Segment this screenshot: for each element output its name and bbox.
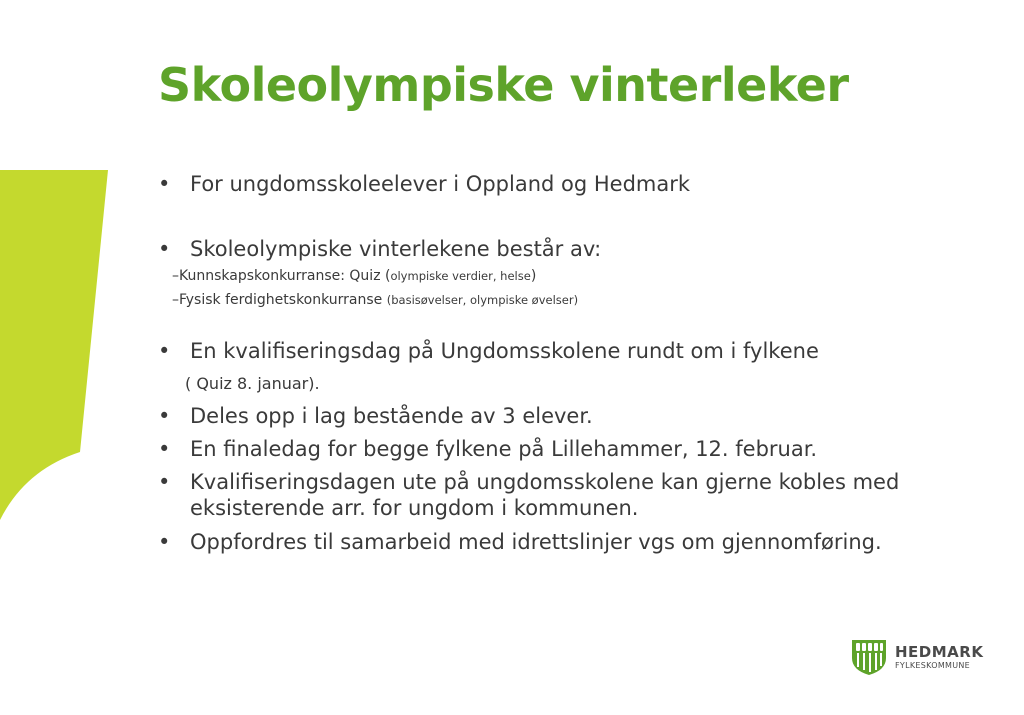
bullet-symbol: •: [158, 470, 171, 494]
bullet-item: [158, 171, 690, 197]
bullet-text: En kvalifiseringsdag på Ungdomsskolene rundt om i fylkene: [190, 339, 819, 363]
sub-item-main: –Kunnskapskonkurranse: Quiz (: [172, 268, 391, 284]
bullet-text: Kvalifiseringsdagen ute på ungdomsskolene kan gjerne kobles med: [190, 470, 900, 494]
bullet-text: Oppfordres til samarbeid med idrettslinjer vgs om gjennomføring.: [190, 530, 882, 554]
bullet-symbol: •: [158, 437, 171, 461]
bullet-text: Skoleolympiske vinterlekene består av:: [190, 237, 602, 261]
sub-item-close: ): [530, 268, 537, 284]
bullet-item: [158, 529, 882, 555]
coat-of-arms-icon: [851, 638, 887, 676]
bullet-text: For ungdomsskoleelever i Oppland og Hedmark: [190, 172, 691, 196]
logo-name: HEDMARK: [895, 642, 984, 661]
bullet-text: En finaledag for begge fylkene på Lillehammer, 12. februar.: [190, 437, 818, 461]
accent-shape: [0, 0, 110, 530]
hedmark-logo: [851, 638, 983, 676]
bullet-symbol: •: [158, 172, 171, 196]
bullet-symbol: •: [158, 530, 171, 554]
bullet-text: Deles opp i lag bestående av 3 elever.: [190, 404, 593, 428]
bullet-symbol: •: [158, 237, 171, 261]
bullet-symbol: •: [158, 339, 171, 363]
bullet-item: [158, 338, 819, 364]
sub-item: [172, 268, 536, 284]
bullet-item: [158, 403, 593, 429]
quiz-date-note: ( Quiz 8. januar).: [185, 374, 320, 393]
sub-item-detail: olympiske verdier, helse: [390, 269, 531, 283]
slide-title: Skoleolympiske vinterleker: [158, 58, 849, 112]
bullet-symbol: •: [158, 404, 171, 428]
bullet-item: [158, 236, 601, 262]
bullet-item: [158, 469, 899, 521]
sub-item-detail: (basisøvelser, olympiske øvelser): [386, 293, 579, 307]
bullet-text-continued: eksisterende arr. for ungdom i kommunen.: [190, 496, 639, 520]
logo-subtitle: FYLKESKOMMUNE: [895, 660, 971, 670]
sub-item: [172, 292, 578, 308]
bullet-item: [158, 436, 817, 462]
sub-item-main: –Fysisk ferdighetskonkurranse: [172, 292, 387, 308]
